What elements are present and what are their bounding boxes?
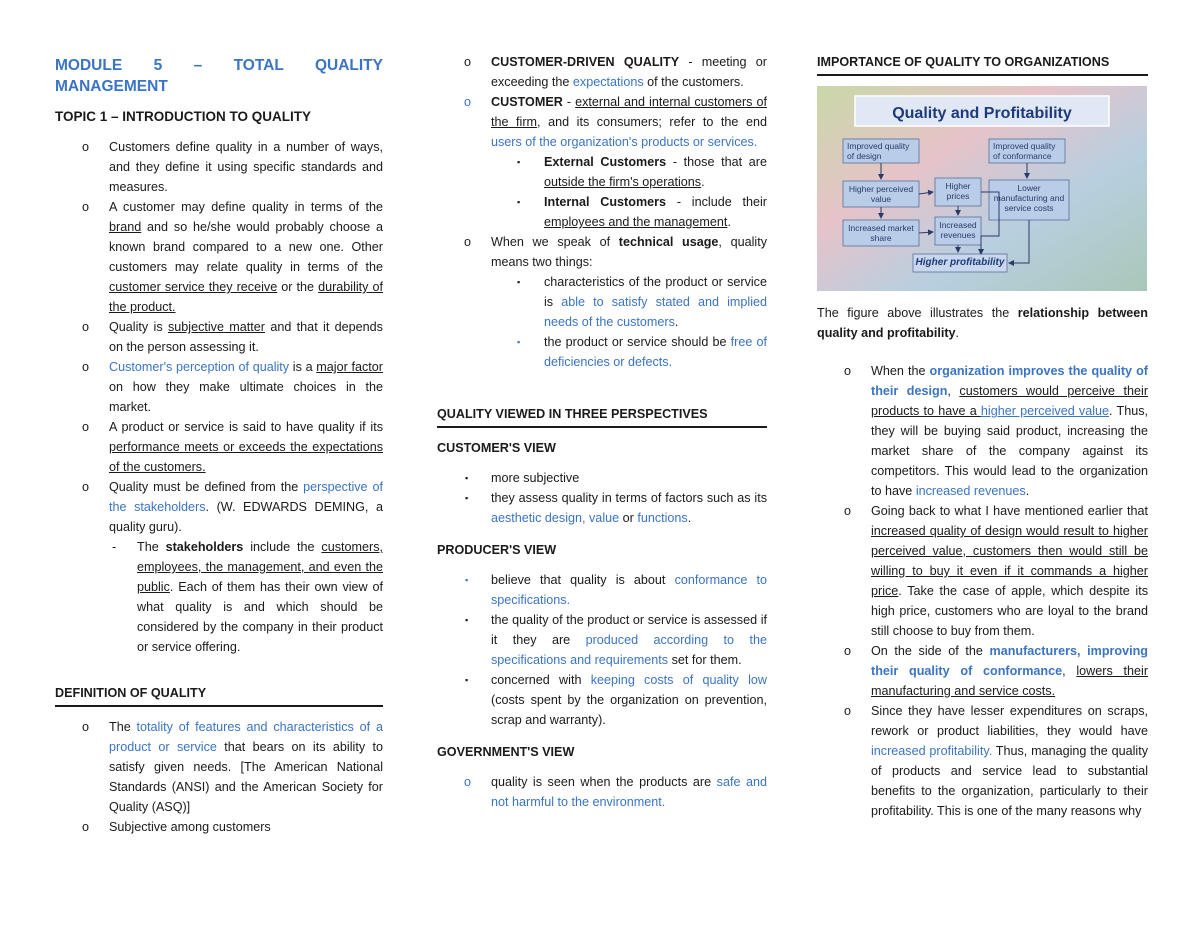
list-item: - The stakeholders include the customers, employees, the management, and even the public. Each of them has their own view of what quality is and which should be considered by the company in their product or service offering. [109,537,383,657]
box-higher-profitability: Higher profitability [915,257,1005,268]
list-item: ▪ characteristics of the product or service is able to satisfy stated and implied needs of the customers. [491,272,767,332]
producer-view-list [437,570,767,730]
square-bullet-icon: ▪ [465,473,469,483]
module-title-line2: MANAGEMENT [55,78,168,95]
customer-types-sublist [491,152,767,232]
list-item: o Since they have lesser expenditures on scraps, rework or product liabilities, they would have increased profitability. Thus, managing the quality of products and service lead to substantial benefits to the organization, particularly to their profitability. This is one of the many reasons why [817,701,1148,821]
figure-title: Quality and Profitability [892,105,1072,122]
box-higher-prices: Higher prices [945,181,971,201]
square-bullet-icon: ▪ [465,615,469,625]
list-item: o Subjective among customers [55,817,383,837]
box-increased-market-share: Increased market share [848,223,914,243]
list-item: ▪ more subjective [437,468,767,488]
circle-bullet-icon: o [464,55,472,69]
square-bullet-icon: ▪ [517,337,521,347]
list-item: ▪ the product or service should be free of deficiencies or defects. [491,332,767,372]
customer-view-heading: CUSTOMER'S VIEW [437,441,556,455]
box-higher-perceived-value: Higher perceived value [848,184,914,204]
list-item: ▪ they assess quality in terms of factors such as its aesthetic design, value or functions. [437,488,767,528]
list-item: o When the organization improves the quality of their design, customers would perceive their products to have a higher perceived value. Thus, they will be buying said product, increasing the market share of the company against its competitors. This would lead to the organization to have increased revenues. [817,361,1148,501]
circle-bullet-icon: o [82,820,90,834]
importance-list [817,361,1148,821]
list-item: o Customer's perception of quality is a major factor on how they make ultimate choices in the market. [55,357,383,417]
circle-bullet-icon: o [82,720,90,734]
figure-caption: The figure above illustrates the relationship between quality and profitability. [817,306,1148,340]
customer-view-list [437,468,767,528]
government-view-list [437,772,767,812]
topic-heading: TOPIC 1 – INTRODUCTION TO QUALITY [55,109,312,124]
circle-bullet-icon: o [82,480,90,494]
dash-bullet-icon: - [112,540,117,554]
circle-bullet-icon: o [844,644,852,658]
list-item: o CUSTOMER - external and internal customers of the firm, and its consumers; refer to the end users of the organization's products or services. ▪ External Customers - those that are outside the firm's operations. ▪ Internal Customers - include their employees and the management. [437,92,767,232]
square-bullet-icon: ▪ [465,493,469,503]
list-item: ▪ believe that quality is about conformance to specifications. [437,570,767,610]
list-item: ▪ Internal Customers - include their employees and the management. [491,192,767,232]
circle-bullet-icon: o [844,364,852,378]
box-lower-costs: Lower manufacturing and service costs [993,183,1065,213]
producer-view-heading: PRODUCER'S VIEW [437,543,557,557]
list-item: o CUSTOMER-DRIVEN QUALITY - meeting or exceeding the expectations of the customers. [437,52,767,92]
circle-bullet-icon: o [82,200,90,214]
square-bullet-icon: ▪ [465,675,469,685]
circle-bullet-icon: o [82,140,90,154]
column-3 [817,52,1148,821]
square-bullet-icon: ▪ [517,157,521,167]
list-item: o Customers define quality in a number of ways, and they define it using specific standards and measures. [55,137,383,197]
square-bullet-icon: ▪ [517,277,521,287]
technical-sublist [491,272,767,372]
list-item: o Going back to what I have mentioned earlier that increased quality of design would result to higher perceived value, customers then would still be willing to buy it even if it commands a higher price. Take the case of apple, which despite its high price, customers who are loyal to the brand still choose to buy from them. [817,501,1148,641]
perspectives-heading: QUALITY VIEWED IN THREE PERSPECTIVES [437,404,767,428]
stakeholder-sublist [109,537,383,657]
circle-bullet-icon: o [464,235,472,249]
column-1 [55,52,383,837]
column-2 [437,52,767,812]
list-item: o The totality of features and characteristics of a product or service that bears on its ability to satisfy given needs. [The American National Standards (ANSI) and the American Society for Quality (ASQ)] [55,717,383,817]
definition-list [55,717,383,837]
box-improved-conformance: Improved quality of conformance [993,141,1056,161]
list-item: o On the side of the manufacturers, improving their quality of conformance, lowers their manufacturing and service costs. [817,641,1148,701]
circle-bullet-icon: o [82,420,90,434]
circle-bullet-icon: o [464,775,472,789]
list-item: ▪ the quality of the product or service is assessed if it they are produced according to the specifications and requirements set for them. [437,610,767,670]
list-item: ▪ concerned with keeping costs of quality low (costs spent by the organization on prevention, scrap and warranty). [437,670,767,730]
customer-list [437,52,767,372]
module-title: MODULE 5 – TOTAL QUALITY [55,57,383,74]
list-item: o When we speak of technical usage, quality means two things: ▪ characteristics of the product or service is able to satisfy stated and implied needs of the customers. ▪ the product or service should be free of deficiencies or defects. [437,232,767,372]
definition-heading: DEFINITION OF QUALITY [55,683,383,707]
list-item: ▪ External Customers - those that are outside the firm's operations. [491,152,767,192]
square-bullet-icon: ▪ [517,197,521,207]
circle-bullet-icon: o [844,504,852,518]
list-item: o quality is seen when the products are safe and not harmful to the environment. [437,772,767,812]
list-item: o Quality is subjective matter and that it depends on the person assessing it. [55,317,383,357]
list-item: o A customer may define quality in terms of the brand and so he/she would probably choose a known brand compared to a new one. Other customers may relate quality in terms of the customer service they receive or the durability of the product. [55,197,383,317]
list-item: o Quality must be defined from the perspective of the stakeholders. (W. EDWARDS DEMING, a quality guru). - The stakeholders include the customers, employees, the management, and even the public. Each of them has their own view of what quality is and which should be considered by the company in their product or service offering. [55,477,383,657]
intro-list [55,137,383,657]
importance-heading: IMPORTANCE OF QUALITY TO ORGANIZATIONS [817,52,1148,76]
government-view-heading: GOVERNMENT'S VIEW [437,745,575,759]
quality-profitability-figure [817,86,1147,291]
circle-bullet-icon: o [82,360,90,374]
list-item: o A product or service is said to have quality if its performance meets or exceeds the expectations of the customers. [55,417,383,477]
box-improved-design: Improved quality of design [847,141,910,161]
circle-bullet-icon: o [82,320,90,334]
circle-bullet-icon: o [844,704,852,718]
circle-bullet-icon: o [464,95,472,109]
square-bullet-icon: ▪ [465,575,469,585]
box-increased-revenues: Increased revenues [939,220,977,240]
